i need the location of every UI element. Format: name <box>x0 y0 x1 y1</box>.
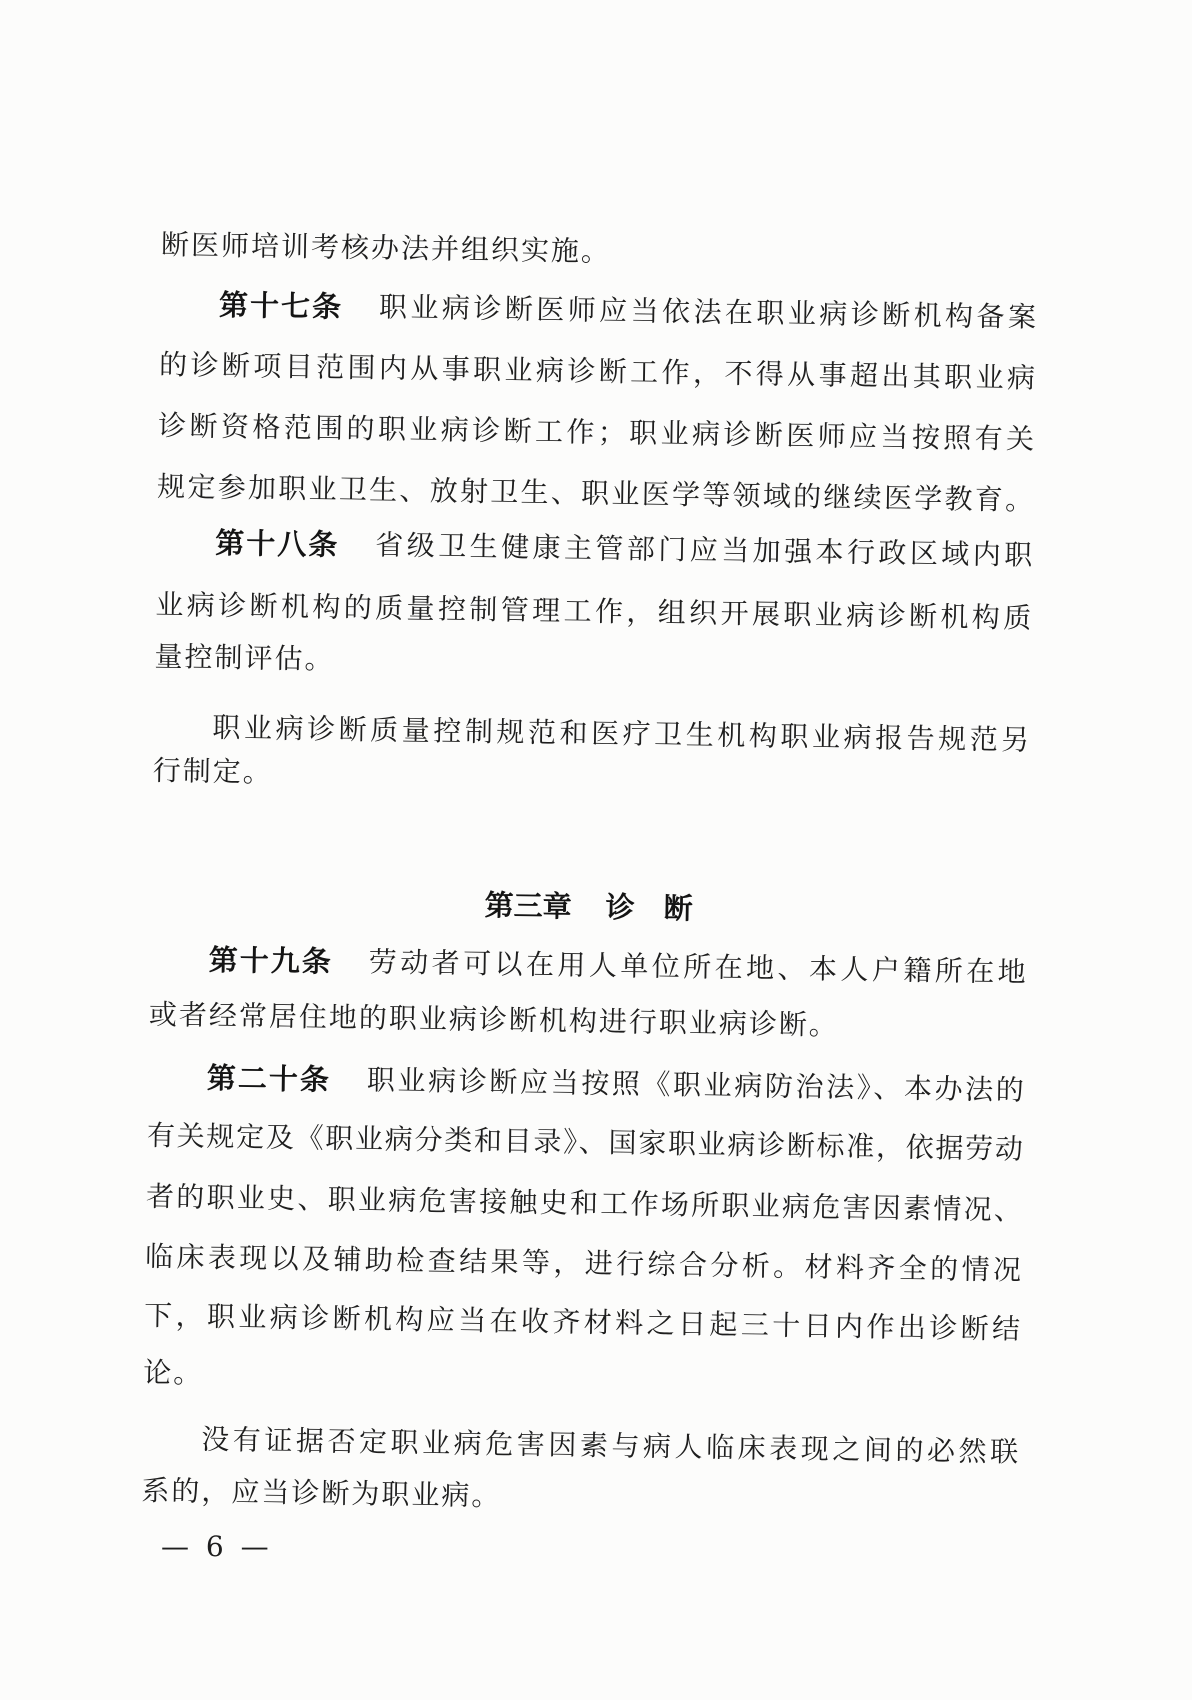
page-number: — 6 — <box>161 1530 273 1563</box>
article-19-line-2: 或者经常居住地的职业病诊断机构进行职业病诊断。 <box>148 997 840 1042</box>
chapter-number: 第三章 <box>484 888 572 924</box>
article-20-line-2: 有关规定及《职业病分类和目录》、国家职业病诊断标准，依据劳动 <box>146 1118 1024 1166</box>
article-number: 第十八条 <box>215 525 340 562</box>
chapter-title: 诊 断 <box>605 890 693 926</box>
article-17-line-1 <box>160 287 1036 335</box>
article-20-paragraph-2-line-1: 没有证据否定职业病危害因素与病人临床表现之间的必然联 <box>200 1422 1019 1469</box>
article-17-line-2: 的诊断项目范围内从事职业病诊断工作，不得从事超出其职业病 <box>158 347 1036 395</box>
article-text: 劳动者可以在用人单位所在地、本人户籍所在地 <box>368 945 1026 989</box>
article-20-line-1 <box>148 1060 1024 1108</box>
article-number: 第二十条 <box>206 1060 332 1097</box>
article-text: 职业病诊断医师应当依法在职业病诊断机构备案 <box>378 290 1037 334</box>
article-18-line-2: 业病诊断机构的质量控制管理工作，组织开展职业病诊断机构质 <box>155 587 1032 635</box>
article-18-paragraph-2-line-2: 行制定。 <box>152 753 274 789</box>
chapter-heading <box>150 883 1026 931</box>
article-18-line-1 <box>156 525 1032 573</box>
article-20-line-3: 者的职业史、职业病危害接触史和工作场所职业病危害因素情况、 <box>145 1179 1023 1227</box>
article-20-line-4: 临床表现以及辅助检查结果等，进行综合分析。材料齐全的情况 <box>144 1239 1022 1287</box>
continued-text-line: 断医师培训考核办法并组织实施。 <box>160 228 612 269</box>
article-17-line-3: 诊断资格范围的职业病诊断工作；职业病诊断医师应当按照有关 <box>157 408 1035 456</box>
article-18-paragraph-2-line-1: 职业病诊断质量控制规范和医疗卫生机构职业病报告规范另 <box>212 710 1030 757</box>
article-text: 职业病诊断应当按照《职业病防治法》、本办法的 <box>366 1063 1025 1107</box>
article-17-line-4: 规定参加职业卫生、放射卫生、职业医学等领域的继续医学教育。 <box>156 469 1034 517</box>
article-number: 第十七条 <box>218 287 344 324</box>
article-number: 第十九条 <box>208 942 334 979</box>
article-20-line-6: 论。 <box>143 1355 204 1390</box>
article-20-paragraph-2-line-2: 系的，应当诊断为职业病。 <box>141 1473 502 1513</box>
article-20-line-5: 下，职业病诊断机构应当在收齐材料之日起三十日内作出诊断结 <box>143 1298 1021 1346</box>
article-19-line-1 <box>150 942 1026 990</box>
article-text: 省级卫生健康主管部门应当加强本行政区域内职 <box>375 528 1033 572</box>
article-18-line-3: 量控制评估。 <box>154 639 335 676</box>
